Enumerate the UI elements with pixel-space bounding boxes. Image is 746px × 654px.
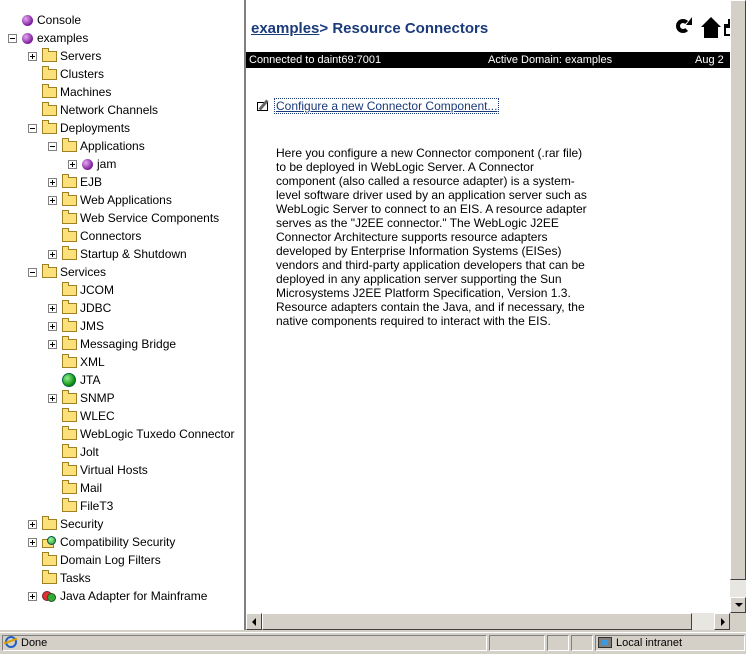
expand-icon[interactable] xyxy=(48,322,57,331)
folder-icon xyxy=(42,123,57,134)
folder-icon xyxy=(42,573,57,584)
tree-item-label[interactable]: JTA xyxy=(80,373,101,387)
expand-icon[interactable] xyxy=(48,304,57,313)
scrollbar-corner xyxy=(730,613,746,630)
tree-item[interactable] xyxy=(48,281,114,299)
tree-item-label[interactable]: examples xyxy=(37,31,89,45)
page-header xyxy=(246,4,746,52)
folder-icon xyxy=(62,357,77,368)
tree-item-label[interactable]: Clusters xyxy=(60,67,105,81)
breadcrumb-link-examples[interactable]: examples xyxy=(251,20,320,37)
tree-item[interactable] xyxy=(48,479,102,497)
connection-status-bar xyxy=(246,52,746,68)
tree-item[interactable] xyxy=(28,533,175,551)
tree-item[interactable] xyxy=(48,353,105,371)
tree-item-label[interactable]: WLEC xyxy=(80,409,115,423)
tree-item[interactable] xyxy=(48,497,113,515)
folder-icon xyxy=(62,321,77,332)
status-cell-3 xyxy=(571,635,593,651)
tree-item[interactable] xyxy=(8,11,81,29)
tree-item[interactable] xyxy=(48,191,172,209)
server-ball-icon xyxy=(22,15,33,26)
tree-item[interactable] xyxy=(8,29,88,47)
tree-item[interactable] xyxy=(48,317,104,335)
status-text-cell xyxy=(2,635,487,651)
date-text: Aug 2 xyxy=(695,54,724,66)
tree-item-label[interactable]: Machines xyxy=(60,85,112,99)
folder-icon xyxy=(62,141,77,152)
tree-item[interactable] xyxy=(48,173,102,191)
tree-item-label[interactable]: Servers xyxy=(60,49,102,63)
tree-item-label[interactable]: Security xyxy=(60,517,104,531)
tree-item[interactable] xyxy=(48,245,187,263)
folder-icon xyxy=(42,267,57,278)
configure-connector-action[interactable] xyxy=(256,98,499,114)
collapse-icon[interactable] xyxy=(28,268,37,277)
collapse-icon[interactable] xyxy=(48,142,57,151)
tree-item-label[interactable]: Applications xyxy=(80,139,145,153)
folder-icon xyxy=(42,105,57,116)
tree-item-label[interactable]: JCOM xyxy=(80,283,114,297)
folder-icon xyxy=(42,519,57,530)
tree-item[interactable] xyxy=(48,389,115,407)
expand-icon[interactable] xyxy=(48,178,57,187)
folder-icon xyxy=(62,285,77,296)
tree-item-label[interactable]: EJB xyxy=(80,175,103,189)
folder-icon xyxy=(62,339,77,350)
tree-item[interactable] xyxy=(48,299,111,317)
tree-item[interactable] xyxy=(28,587,207,605)
server-ball-icon xyxy=(22,33,33,44)
expand-icon[interactable] xyxy=(28,538,37,547)
server-ball-icon xyxy=(82,159,93,170)
connected-to-text: Connected to daint69:7001 xyxy=(249,54,382,66)
tree-item[interactable] xyxy=(28,47,101,65)
tree-item-label[interactable]: Web Service Components xyxy=(80,211,220,225)
tree-item-label[interactable]: Tasks xyxy=(60,571,91,585)
security-zone-text: Local intranet xyxy=(616,637,683,649)
expand-icon[interactable] xyxy=(68,160,77,169)
tree-item[interactable] xyxy=(28,119,130,137)
vertical-scrollbar[interactable] xyxy=(730,0,746,613)
expand-icon[interactable] xyxy=(48,394,57,403)
tree-item-label[interactable]: WebLogic Tuxedo Connector xyxy=(80,427,235,441)
tree-item[interactable] xyxy=(28,101,158,119)
tree-item-label[interactable]: Network Channels xyxy=(60,103,159,117)
content-pane xyxy=(246,0,746,630)
folder-icon xyxy=(42,51,57,62)
expand-icon[interactable] xyxy=(48,250,57,259)
tree-item-label[interactable]: jam xyxy=(97,157,117,171)
status-text: Done xyxy=(21,637,48,649)
tree-item-label[interactable]: Web Applications xyxy=(80,193,172,207)
tree-item-label[interactable]: Mail xyxy=(80,481,103,495)
main-content xyxy=(246,68,726,613)
tree-item-label[interactable]: Startup & Shutdown xyxy=(80,247,187,261)
scroll-down-button[interactable] xyxy=(730,597,746,613)
tree-item-label[interactable]: Domain Log Filters xyxy=(60,553,161,567)
tree-item[interactable] xyxy=(68,155,116,173)
tree-item[interactable] xyxy=(48,443,99,461)
tree-item-label[interactable]: Messaging Bridge xyxy=(80,337,177,351)
navigation-tree xyxy=(0,0,246,630)
tree-item-label[interactable]: JDBC xyxy=(80,301,112,315)
collapse-icon[interactable] xyxy=(28,124,37,133)
folder-icon xyxy=(62,393,77,404)
tree-item[interactable] xyxy=(28,65,104,83)
description-text: Here you configure a new Connector component (.rar file) to be deployed in WebLogic Server. A Connector component (also called a resource adapter) is a system-level software driver used by an application server such as WebLogic Server to connect to an EIS. A resource adapter serves as the "J2EE connector." The WebLogic J2EE Connector Architecture supports resource adapters developed by Enterprise Information Systems (EISes) vendors and third-party application developers that can be deployed in any application server supporting the Sun Microsystems J2EE Platform Specification, Version 1.3. Resource adapters contain the Java, and if necessary, the native components required to interact with the EIS. xyxy=(276,146,587,328)
tree-item[interactable] xyxy=(48,461,148,479)
tree-item-label[interactable]: Jolt xyxy=(80,445,99,459)
tree-item[interactable] xyxy=(48,371,100,389)
tree-item[interactable] xyxy=(48,407,115,425)
tree-item-label[interactable]: Java Adapter for Mainframe xyxy=(60,589,208,603)
tree-item[interactable] xyxy=(48,425,235,443)
refresh-icon[interactable] xyxy=(674,16,696,40)
folder-icon xyxy=(42,555,57,566)
intranet-icon xyxy=(598,637,612,648)
edit-icon xyxy=(256,99,272,113)
folder-icon xyxy=(62,249,77,260)
expand-icon[interactable] xyxy=(48,196,57,205)
scroll-right-button[interactable] xyxy=(714,613,730,630)
home-icon[interactable] xyxy=(699,16,721,40)
tree-item-label[interactable]: FileT3 xyxy=(80,499,114,513)
expand-icon[interactable] xyxy=(28,52,37,61)
folder-icon xyxy=(42,69,57,80)
folder-icon xyxy=(62,231,77,242)
folder-icon xyxy=(62,501,77,512)
vertical-scroll-thumb[interactable] xyxy=(730,0,746,580)
expand-icon[interactable] xyxy=(28,520,37,529)
horizontal-scroll-thumb[interactable] xyxy=(262,613,692,630)
tree-item-label[interactable]: Virtual Hosts xyxy=(80,463,148,477)
tree-item-label[interactable]: JMS xyxy=(80,319,104,333)
tree-item-label[interactable]: Compatibility Security xyxy=(60,535,176,549)
tree-item-label[interactable]: XML xyxy=(80,355,105,369)
tree-item-label[interactable]: Console xyxy=(37,13,82,27)
tree-item[interactable] xyxy=(28,83,111,101)
folder-icon xyxy=(62,195,77,206)
folder-icon xyxy=(62,213,77,224)
folder-icon xyxy=(42,87,57,98)
tree-item-label[interactable]: Services xyxy=(60,265,107,279)
scroll-left-button[interactable] xyxy=(246,613,262,630)
tree-item[interactable] xyxy=(48,227,141,245)
horizontal-scrollbar[interactable] xyxy=(246,613,730,630)
expand-icon[interactable] xyxy=(28,592,37,601)
page-title: > Resource Connectors xyxy=(319,20,489,37)
tree-item-label[interactable]: Deployments xyxy=(60,121,131,135)
breadcrumb xyxy=(251,20,488,37)
java-adapter-icon xyxy=(42,590,57,603)
folder-icon xyxy=(62,411,77,422)
tree-item[interactable] xyxy=(28,569,91,587)
status-green-icon xyxy=(62,373,76,387)
collapse-icon[interactable] xyxy=(8,34,17,43)
folder-icon xyxy=(62,177,77,188)
tree-item[interactable] xyxy=(48,209,219,227)
expand-icon[interactable] xyxy=(48,340,57,349)
ie-page-icon xyxy=(5,636,17,648)
folder-icon xyxy=(62,447,77,458)
active-domain-text: Active Domain: examples xyxy=(488,54,613,66)
folder-icon xyxy=(62,465,77,476)
status-cell-1 xyxy=(489,635,545,651)
security-globe-icon xyxy=(42,536,57,549)
tree-item[interactable] xyxy=(28,263,106,281)
browser-status-bar xyxy=(0,632,746,654)
tree-item[interactable] xyxy=(28,551,161,569)
folder-icon xyxy=(62,483,77,494)
tree-item[interactable] xyxy=(48,335,176,353)
status-cell-2 xyxy=(547,635,569,651)
security-zone-cell xyxy=(595,635,745,651)
tree-item[interactable] xyxy=(48,137,145,155)
tree-item[interactable] xyxy=(28,515,103,533)
tree-item-label[interactable]: SNMP xyxy=(80,391,115,405)
configure-connector-link[interactable]: Configure a new Connector Component... xyxy=(276,99,498,113)
folder-icon xyxy=(62,429,77,440)
tree-item-label[interactable]: Connectors xyxy=(80,229,142,243)
folder-icon xyxy=(62,303,77,314)
